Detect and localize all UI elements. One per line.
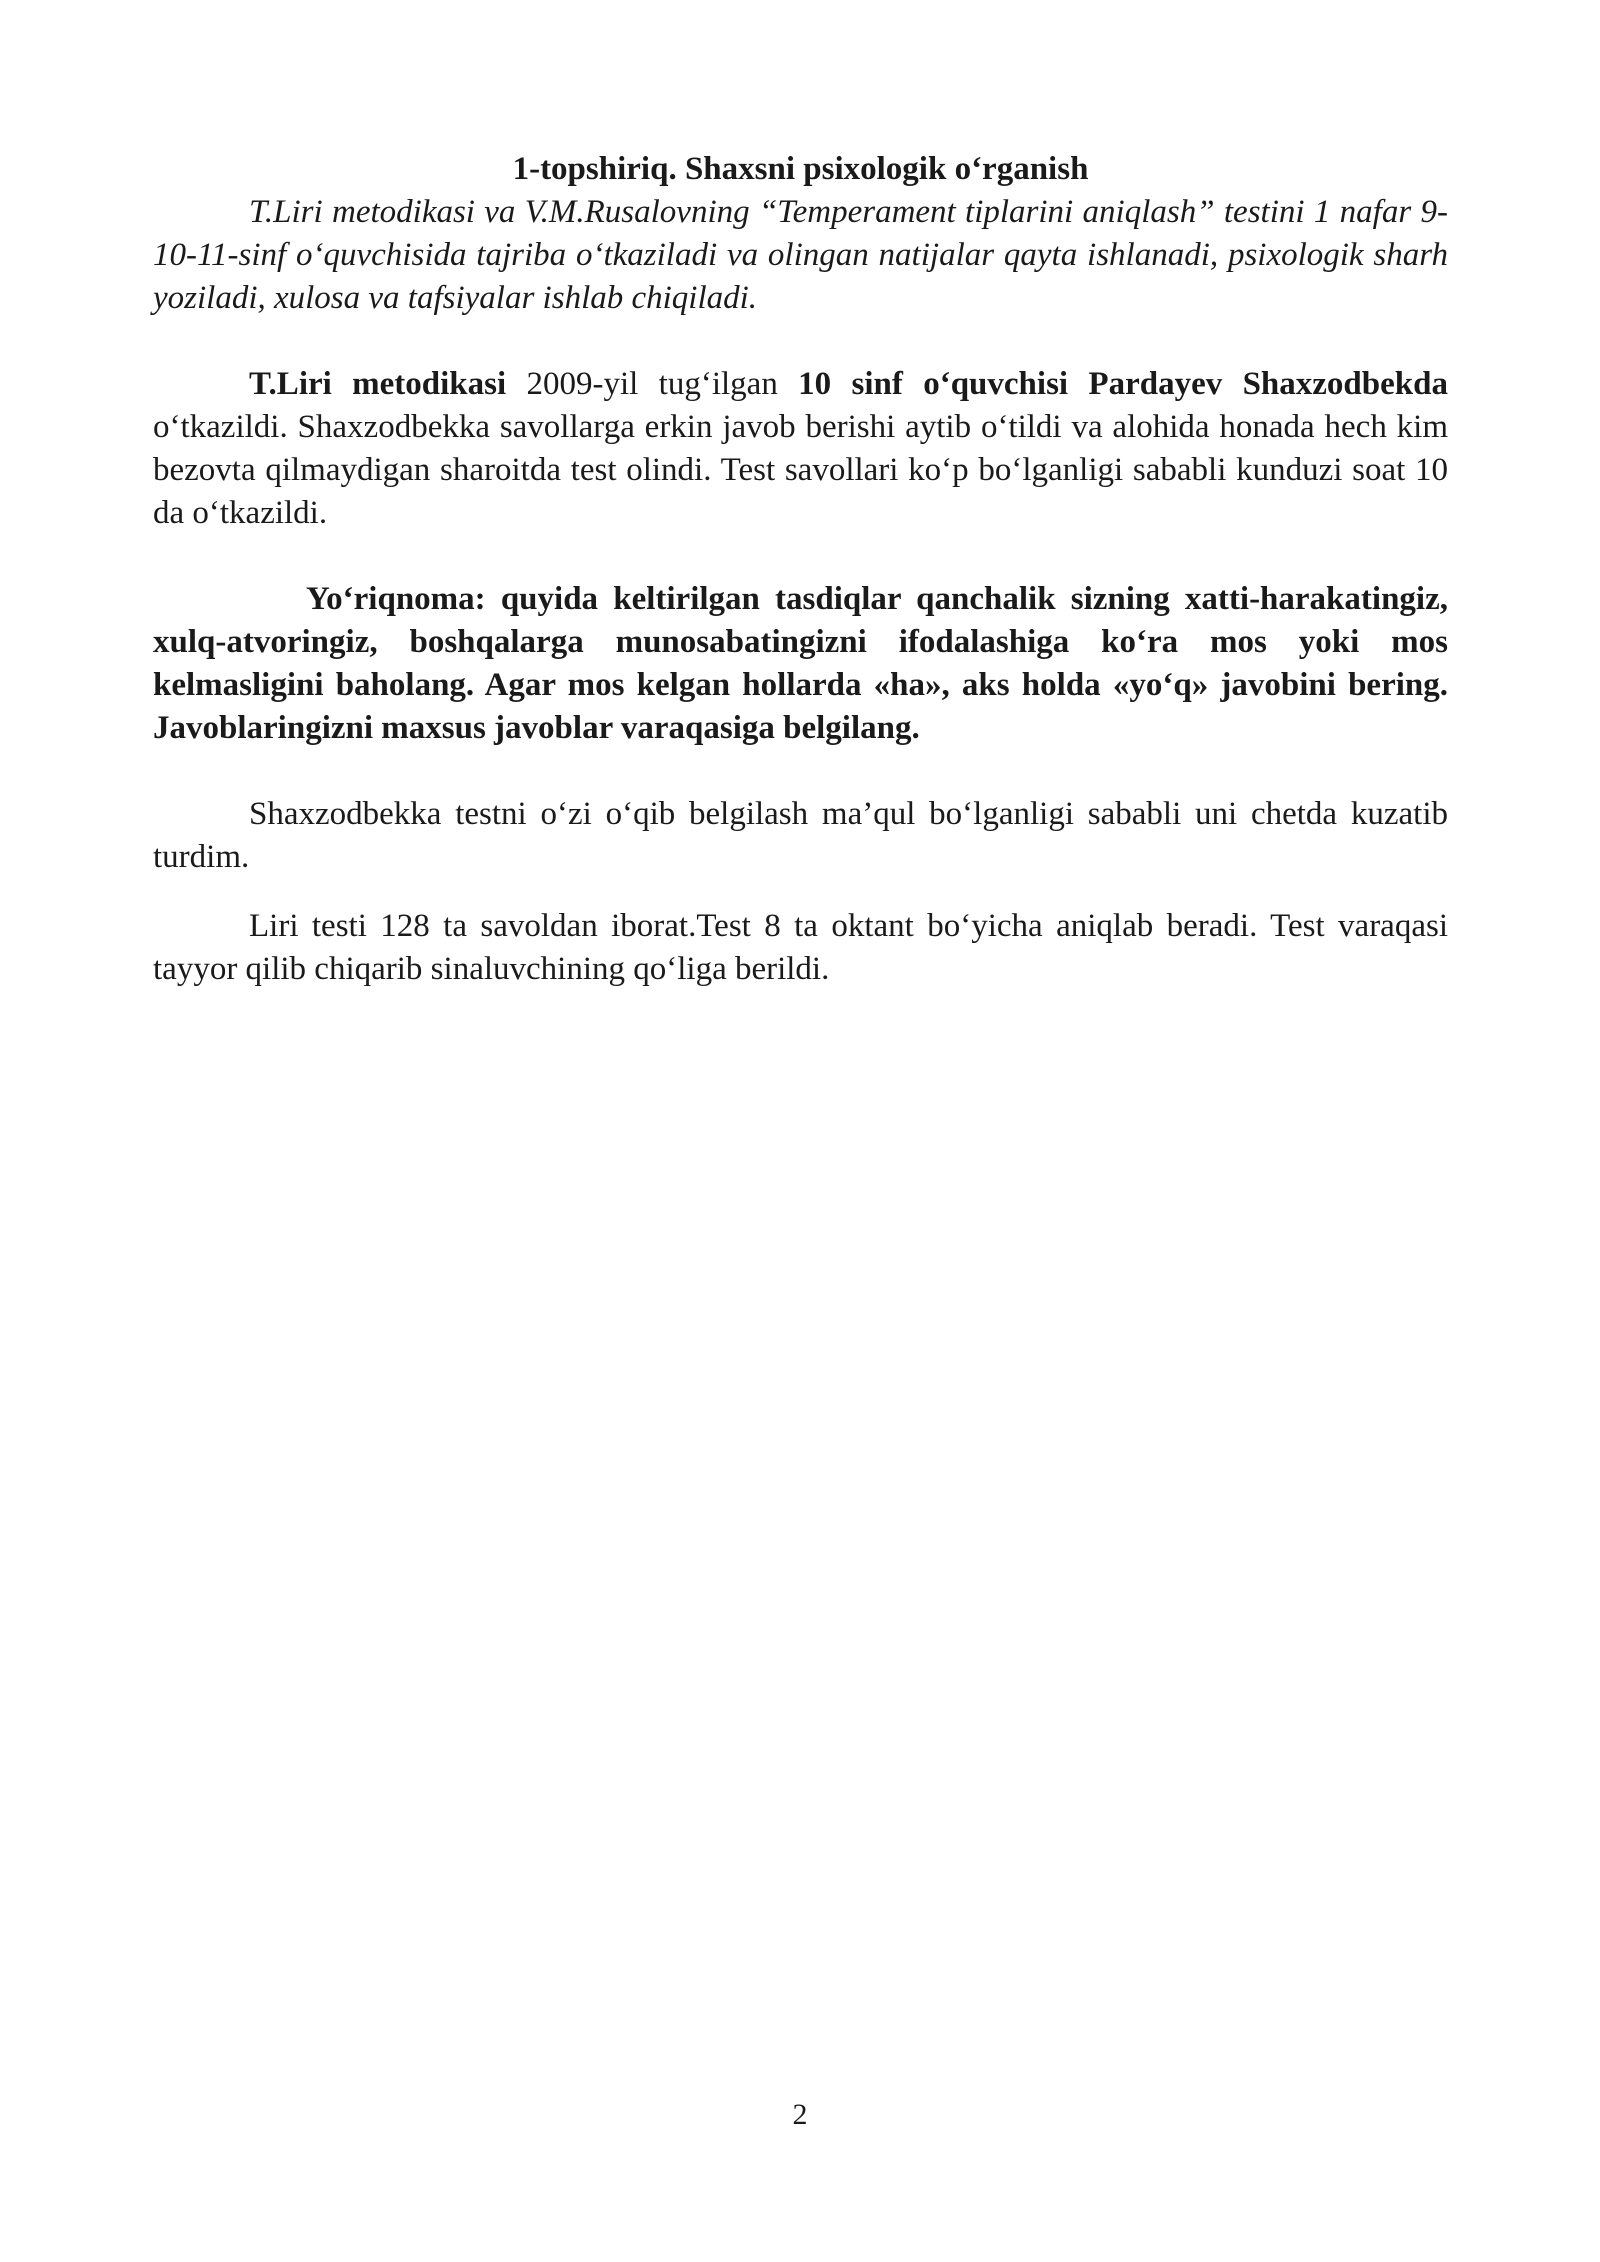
test-info-paragraph: Liri testi 128 ta savoldan iborat.Test 8 ta oktant bo‘yicha aniqlab beradi. Test varaqasi tayyor qilib chiqarib sinaluvchining qo‘liga berildi. — [153, 908, 1448, 987]
task-title: 1-topshiriq. Shaxsni psixologik o‘rganish — [512, 151, 1089, 187]
method-name: T.Liri metodikasi — [249, 366, 507, 402]
page-number: 2 — [792, 2098, 808, 2131]
observation-paragraph: Shaxzodbekka testni o‘zi o‘qib belgilash ma’qul bo‘lganligi sababli uni chetda kuzatib turdim. — [153, 796, 1448, 875]
student-name: 10 sinf o‘quvchisi Pardayev Shaxzodbekda — [798, 366, 1448, 402]
method-text-a: 2009-yil tug‘ilgan — [506, 366, 799, 402]
method-text-b: o‘tkazildi. Shaxzodbekka savollarga erkin javob berishi aytib o‘tildi va alohida honada hech kim bezovta qilmaydigan sharoitda test olindi. Test savollari ko‘p bo‘lganligi sababli kunduzi soat 10 da o‘tkazildi. — [153, 409, 1448, 531]
document-body — [153, 148, 1448, 991]
instruction-paragraph: Yo‘riqnoma: quyida keltirilgan tasdiqlar qanchalik sizning xatti-harakatingiz, xulq-atvoringiz, boshqalarga munosabatingizni ifodalashiga ko‘ra mos yoki mos kelmasligini baholang. Agar mos kelgan hollarda «ha», aks holda «yo‘q» javobini bering. Javoblaringizni maxsus javoblar varaqasiga belgilang. — [153, 581, 1448, 746]
method-paragraph — [153, 363, 1448, 535]
task-description: T.Liri metodikasi va V.M.Rusalovning “Temperament tiplarini aniqlash” testini 1 nafar 9-10-11-sinf o‘quvchisida tajriba o‘tkaziladi va olingan natijalar qayta ishlanadi, psixologik sharh yoziladi, xulosa va tafsiyalar ishlab chiqiladi. — [153, 194, 1448, 316]
